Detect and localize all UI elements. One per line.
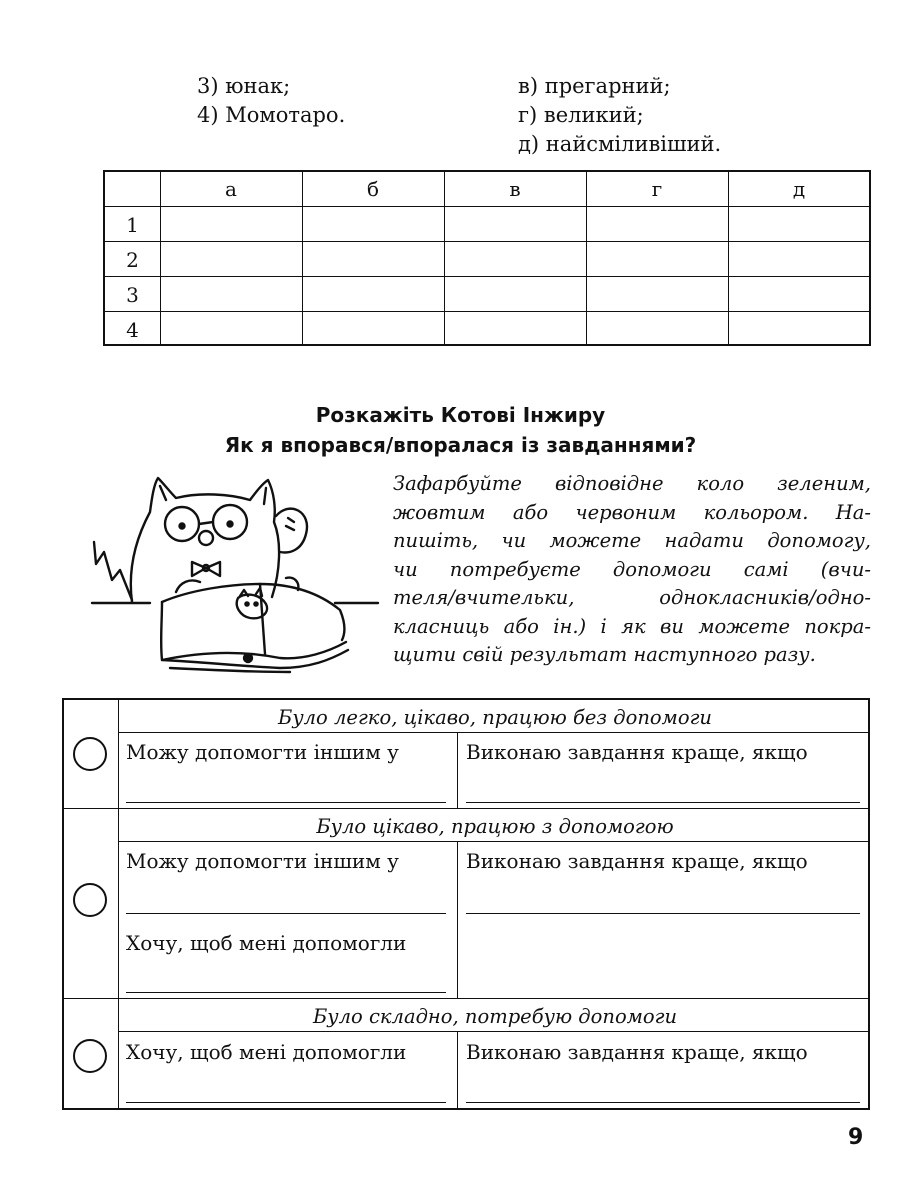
rating-circle-with-help[interactable]: [73, 883, 107, 917]
answer-line[interactable]: [126, 802, 446, 803]
table-divider: [457, 732, 458, 808]
grid-row-label-2: 2: [126, 248, 139, 272]
table-divider: [118, 732, 870, 733]
grid-row-divider: [105, 276, 869, 312]
list-item-left-4: 4) Момотаро.: [197, 103, 346, 127]
answer-line[interactable]: [466, 1102, 860, 1103]
grid-header-b: б: [366, 177, 380, 201]
answer-line[interactable]: [126, 1102, 446, 1103]
table-divider: [457, 1031, 458, 1108]
grid-row-label-4: 4: [126, 318, 139, 342]
table-divider: [118, 1031, 870, 1032]
table-divider: [64, 808, 870, 809]
table-divider: [118, 700, 119, 1108]
rating-circle-difficult[interactable]: [73, 1039, 107, 1073]
answer-grid: [103, 170, 871, 346]
table-divider: [64, 998, 870, 999]
table-divider: [118, 841, 870, 842]
instruction-line: чи потребуєте допомоги самі (вчи-: [393, 557, 871, 581]
level-easy-heading: Було легко, цікаво, працюю без допомоги: [278, 706, 712, 729]
answer-line[interactable]: [126, 992, 446, 993]
list-item-right-h: г) великий;: [518, 103, 644, 127]
instruction-line: Зафарбуйте відповідне коло зеленим,: [393, 472, 871, 495]
prompt-do-better-if: Виконаю завдання краще, якщо: [466, 1040, 808, 1064]
page-number: 9: [848, 1125, 864, 1150]
prompt-can-help-others: Можу допомогти іншим у: [126, 740, 399, 764]
instruction-line: класниць або ін.) і як ви можете покра-: [393, 614, 871, 638]
reflection-title: Розкажіть Котові Інжиру: [315, 403, 606, 427]
grid-header-v: в: [509, 177, 521, 201]
grid-row-divider: [105, 206, 869, 242]
prompt-can-help-others: Можу допомогти іншим у: [126, 849, 399, 873]
list-item-left-3: 3) юнак;: [197, 74, 291, 98]
instruction-line: теля/вчительки, однокласників/одно-: [393, 586, 871, 609]
answer-line[interactable]: [466, 802, 860, 803]
table-divider: [457, 841, 458, 998]
answer-line[interactable]: [466, 913, 860, 914]
instruction-line: пишіть, чи можете надати допомогу,: [393, 529, 871, 552]
grid-row-label-1: 1: [126, 213, 139, 237]
level-difficult-heading: Було складно, потребую допомоги: [312, 1005, 678, 1028]
answer-line[interactable]: [126, 913, 446, 914]
grid-header-d: д: [792, 177, 806, 201]
cat-reading-book-illustration: [90, 472, 380, 677]
reflection-subtitle: Як я впорався/впоралася із завданнями?: [224, 433, 697, 457]
instruction-line: щити свій результат наступного разу.: [393, 643, 816, 666]
grid-header-h: г: [651, 177, 663, 201]
list-item-right-d: д) найсміливіший.: [518, 132, 722, 156]
rating-circle-easy[interactable]: [73, 737, 107, 771]
prompt-want-help: Хочу, щоб мені допомогли: [126, 931, 407, 955]
grid-header-a: а: [225, 177, 237, 201]
prompt-want-help: Хочу, щоб мені допомогли: [126, 1040, 407, 1064]
level-with-help-heading: Було цікаво, працюю з допомогою: [316, 815, 674, 838]
grid-row-label-3: 3: [126, 283, 139, 307]
instruction-line: жовтим або червоним кольором. На-: [393, 500, 871, 524]
list-item-right-v: в) прегарний;: [518, 74, 671, 98]
prompt-do-better-if: Виконаю завдання краще, якщо: [466, 849, 808, 873]
prompt-do-better-if: Виконаю завдання краще, якщо: [466, 740, 808, 764]
grid-row-divider: [105, 241, 869, 277]
reflection-instructions: [393, 470, 871, 670]
self-assessment-table: [62, 698, 870, 1110]
grid-row-divider: [105, 311, 869, 347]
